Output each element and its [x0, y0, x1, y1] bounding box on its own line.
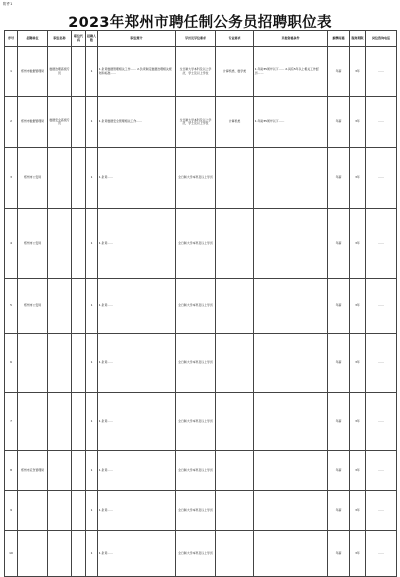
- row-count: 1: [86, 148, 98, 209]
- row-number: 8: [5, 451, 18, 491]
- col-header-no: 序号: [5, 31, 18, 47]
- row-description: 1.负责……: [98, 334, 176, 393]
- row-major: [216, 531, 254, 577]
- row-education: 全日制大学本科及以上学历: [176, 334, 216, 393]
- row-other-conditions: [254, 334, 328, 393]
- row-unit: [18, 531, 48, 577]
- page-title: 2023年郑州市聘任制公务员招聘职位表: [68, 15, 332, 31]
- attachment-tag: 附件1: [3, 2, 13, 6]
- col-header-edu: 学历及学位要求: [176, 31, 216, 47]
- row-unit: [18, 334, 48, 393]
- row-count: 1: [86, 47, 98, 97]
- col-header-other: 其他资格条件: [254, 31, 328, 47]
- row-major: 计算机类: [216, 97, 254, 148]
- row-unit: 郑州市应急管理局: [18, 451, 48, 491]
- positions-table: [4, 30, 397, 577]
- row-code: [72, 47, 86, 97]
- row-number: 7: [5, 393, 18, 451]
- row-salary: 年薪: [328, 531, 350, 577]
- row-other-conditions: [254, 209, 328, 279]
- row-salary: 年薪: [328, 148, 350, 209]
- row-code: [72, 279, 86, 334]
- col-header-unit: 招聘单位: [18, 31, 48, 47]
- row-education: 全日制大学本科及以上学历: [176, 491, 216, 531]
- row-term: 3年: [350, 97, 366, 148]
- row-term: 3年: [350, 47, 366, 97]
- row-unit: 郑州市公安局: [18, 209, 48, 279]
- row-number: 2: [5, 97, 18, 148]
- row-other-conditions: 1.年龄35周岁以下…… 2.具有5年以上相关工作经历……: [254, 47, 328, 97]
- row-number: 9: [5, 491, 18, 531]
- row-count: 1: [86, 209, 98, 279]
- row-code: [72, 97, 86, 148]
- row-education: 全日制大学本科及以上学历，学士及以上学位: [176, 97, 216, 148]
- col-header-code: 职位代码: [72, 31, 86, 47]
- row-description: 1.负责……: [98, 491, 176, 531]
- row-count: 1: [86, 97, 98, 148]
- row-education: 全日制大学本科及以上学历: [176, 279, 216, 334]
- row-position: 数据治理高级专员: [48, 47, 72, 97]
- table-row: [5, 97, 397, 148]
- row-unit: [18, 393, 48, 451]
- row-unit: 郑州市公安局: [18, 279, 48, 334]
- row-unit: 郑州市数据管理局: [18, 47, 48, 97]
- row-education: 全日制大学本科及以上学历: [176, 393, 216, 451]
- row-phone: ……: [366, 334, 397, 393]
- row-salary: 年薪: [328, 47, 350, 97]
- col-header-term: 服务期限: [350, 31, 366, 47]
- col-header-salary: 薪酬待遇: [328, 31, 350, 47]
- row-number: 4: [5, 209, 18, 279]
- row-number: 10: [5, 531, 18, 577]
- table-row: [5, 491, 397, 531]
- row-position: [48, 451, 72, 491]
- col-header-desc: 职位简介: [98, 31, 176, 47]
- row-salary: 年薪: [328, 451, 350, 491]
- row-description: 1.负责……: [98, 148, 176, 209]
- row-count: 1: [86, 531, 98, 577]
- row-description: 1.负责数据安全管理相关工作……: [98, 97, 176, 148]
- row-phone: ……: [366, 148, 397, 209]
- row-phone: ……: [366, 47, 397, 97]
- row-phone: ……: [366, 531, 397, 577]
- table-row: [5, 47, 397, 97]
- row-major: [216, 279, 254, 334]
- row-phone: ……: [366, 491, 397, 531]
- row-description: 1.负责……: [98, 393, 176, 451]
- row-salary: 年薪: [328, 279, 350, 334]
- row-count: 1: [86, 491, 98, 531]
- row-count: 1: [86, 279, 98, 334]
- row-position: [48, 209, 72, 279]
- row-code: [72, 451, 86, 491]
- row-term: 3年: [350, 209, 366, 279]
- row-code: [72, 334, 86, 393]
- table-row: [5, 209, 397, 279]
- col-header-major: 专业要求: [216, 31, 254, 47]
- row-description: 1.负责……: [98, 279, 176, 334]
- row-count: 1: [86, 393, 98, 451]
- row-salary: 年薪: [328, 334, 350, 393]
- row-term: 3年: [350, 393, 366, 451]
- row-count: 1: [86, 334, 98, 393]
- row-count: 1: [86, 451, 98, 491]
- row-code: [72, 148, 86, 209]
- row-salary: 年薪: [328, 97, 350, 148]
- row-education: 全日制大学本科及以上学历: [176, 531, 216, 577]
- row-description: 1.负责……: [98, 209, 176, 279]
- row-term: 3年: [350, 491, 366, 531]
- table-row: [5, 148, 397, 209]
- row-position: [48, 531, 72, 577]
- row-other-conditions: [254, 531, 328, 577]
- row-term: 3年: [350, 334, 366, 393]
- row-salary: 年薪: [328, 491, 350, 531]
- row-other-conditions: 1.年龄35周岁以下……: [254, 97, 328, 148]
- row-other-conditions: [254, 451, 328, 491]
- row-major: [216, 491, 254, 531]
- table-row: [5, 451, 397, 491]
- row-position: [48, 393, 72, 451]
- row-description: 1.负责数据管理相关工作…… 2.负责制定数据治理相关规划和标准……: [98, 47, 176, 97]
- row-phone: ……: [366, 209, 397, 279]
- row-term: 3年: [350, 279, 366, 334]
- row-code: [72, 209, 86, 279]
- row-position: [48, 279, 72, 334]
- row-term: 3年: [350, 531, 366, 577]
- row-education: 全日制大学本科及以上学历: [176, 209, 216, 279]
- row-phone: ……: [366, 97, 397, 148]
- row-major: 计算机类、数学类: [216, 47, 254, 97]
- row-major: [216, 451, 254, 491]
- row-major: [216, 393, 254, 451]
- row-description: 1.负责……: [98, 451, 176, 491]
- row-education: 全日制大学本科及以上学历: [176, 148, 216, 209]
- row-phone: ……: [366, 279, 397, 334]
- table-row: [5, 393, 397, 451]
- col-header-position: 职位名称: [48, 31, 72, 47]
- row-position: [48, 334, 72, 393]
- row-major: [216, 334, 254, 393]
- row-other-conditions: [254, 279, 328, 334]
- row-phone: ……: [366, 451, 397, 491]
- table-row: [5, 334, 397, 393]
- row-position: 数据安全高级专员: [48, 97, 72, 148]
- row-number: 5: [5, 279, 18, 334]
- row-number: 6: [5, 334, 18, 393]
- row-education: 全日制大学本科及以上学历，学士及以上学位: [176, 47, 216, 97]
- row-unit: [18, 491, 48, 531]
- row-other-conditions: [254, 393, 328, 451]
- row-code: [72, 491, 86, 531]
- row-number: 1: [5, 47, 18, 97]
- row-position: [48, 148, 72, 209]
- row-major: [216, 209, 254, 279]
- row-number: 3: [5, 148, 18, 209]
- row-education: 全日制大学本科及以上学历: [176, 451, 216, 491]
- table-row: [5, 531, 397, 577]
- row-term: 3年: [350, 148, 366, 209]
- row-description: 1.负责……: [98, 531, 176, 577]
- row-phone: ……: [366, 393, 397, 451]
- table-row: [5, 279, 397, 334]
- row-unit: 郑州市公安局: [18, 148, 48, 209]
- row-position: [48, 491, 72, 531]
- row-code: [72, 393, 86, 451]
- row-other-conditions: [254, 491, 328, 531]
- row-major: [216, 148, 254, 209]
- row-unit: 郑州市数据管理局: [18, 97, 48, 148]
- row-other-conditions: [254, 148, 328, 209]
- table-header-row: [5, 31, 397, 47]
- row-salary: 年薪: [328, 209, 350, 279]
- row-code: [72, 531, 86, 577]
- row-salary: 年薪: [328, 393, 350, 451]
- col-header-count: 招聘人数: [86, 31, 98, 47]
- col-header-phone: 岗位咨询电话: [366, 31, 397, 47]
- row-term: 3年: [350, 451, 366, 491]
